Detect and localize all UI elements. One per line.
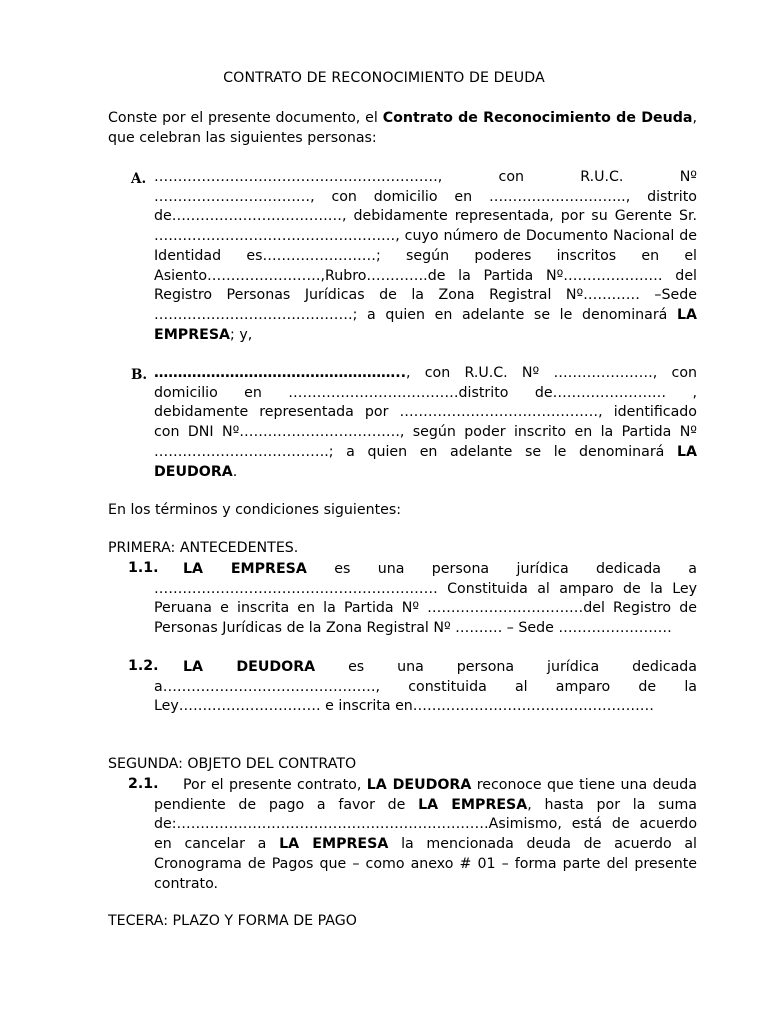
section-heading-tercera: TECERA: PLAZO Y FORMA DE PAGO [108, 913, 357, 929]
clause-1-1-text: es una persona jurídica dedicada a …………………………………………………… Constituida al amparo de la Ley Peruana e inscrita en la Partida Nº ……………………………del Registro de Personas Jurídicas de la Zona Registral Nº ………. – Sede …………………… [154, 561, 697, 637]
clause-2-1-bold-a: LA DEUDORA [366, 777, 472, 793]
clause-1-1-subject: LA EMPRESA [183, 561, 307, 577]
party-a-paragraph [154, 168, 697, 345]
party-a-alias: LA EMPRESA [154, 306, 697, 343]
clause-1-2-paragraph [154, 658, 697, 717]
party-a-text: ……………………………………………………, con R.U.C. Nº ……………………………, con domicilio en ……………………….., distrito de………………………………, debidamente representada, por su Gerente Sr. ……………………………………………, cuyo número de Documento Nacional de Identidad es……………………; según poderes inscritos en el Asiento……………………,Rubro………….de la Partida Nº………………… del Registro Personas Jurídicas de la Zona Registral Nº………… –Sede ……………………………………; a quien en adelante se le denominará [154, 169, 697, 323]
clause-1-2-text: es una persona jurídica dedicada a………………………………………, constituida al amparo de la Ley………………………… e inscrita en…………………………………………… [154, 659, 697, 715]
terms-intro: En los términos y condiciones siguientes: [108, 502, 402, 518]
intro-paragraph [108, 109, 697, 148]
intro-text-2: , que celebran las siguientes personas: [108, 110, 697, 146]
clause-1-1-paragraph [154, 560, 697, 639]
clause-2-1-text-b: reconoce que tiene una deuda pendiente de pago a favor de [154, 777, 697, 813]
intro-contract-name: Contrato de Reconocimiento de Deuda [382, 110, 693, 126]
clause-2-1-text-d: la mencionada deuda de acuerdo al Cronograma de Pagos que – como anexo # 01 – forma parte del presente contrato. [154, 836, 698, 892]
clause-number: 1.2. [128, 658, 159, 674]
party-b-paragraph [154, 364, 697, 482]
party-a-text-end: ; y, [230, 326, 253, 343]
clause-2-1-bold-b: LA EMPRESA [418, 796, 528, 813]
clause-1-2-subject: LA DEUDORA [183, 659, 316, 675]
party-b-alias: LA DEUDORA [154, 443, 697, 480]
intro-text-1: Conste por el presente documento, el [108, 110, 383, 126]
party-b-text-end: . [232, 463, 238, 480]
clause-2-1-text-c: , hasta por la suma de:…………………………………………………………Asimismo, está de acuerdo en cancelar a [154, 796, 697, 853]
clause-2-1-bold-c: LA EMPRESA [279, 836, 389, 853]
party-a-marker: A. [131, 171, 147, 187]
document-title: CONTRATO DE RECONOCIMIENTO DE DEUDA [223, 70, 545, 86]
section-heading-segunda: SEGUNDA: OBJETO DEL CONTRATO [108, 756, 357, 772]
clause-2-1-paragraph [154, 776, 697, 894]
clause-number: 1.1. [128, 560, 159, 576]
clause-number: 2.1. [128, 776, 159, 792]
party-b-name-blank: …………………………………………….. [154, 365, 406, 381]
clause-2-1-text-a: Por el presente contrato, [183, 777, 367, 793]
party-b-marker: B. [131, 367, 148, 383]
party-b-text: , con R.U.C. Nº …………………, con domicilio en ………………………………distrito de…………………… , debidamente representada por ……………………………………, identificado con DNI Nº……………………………., según poder inscrito en la Partida Nº ……………………………….; a quien en adelante se le denominará [154, 365, 697, 460]
section-heading-primera: PRIMERA: ANTECEDENTES. [108, 540, 299, 556]
